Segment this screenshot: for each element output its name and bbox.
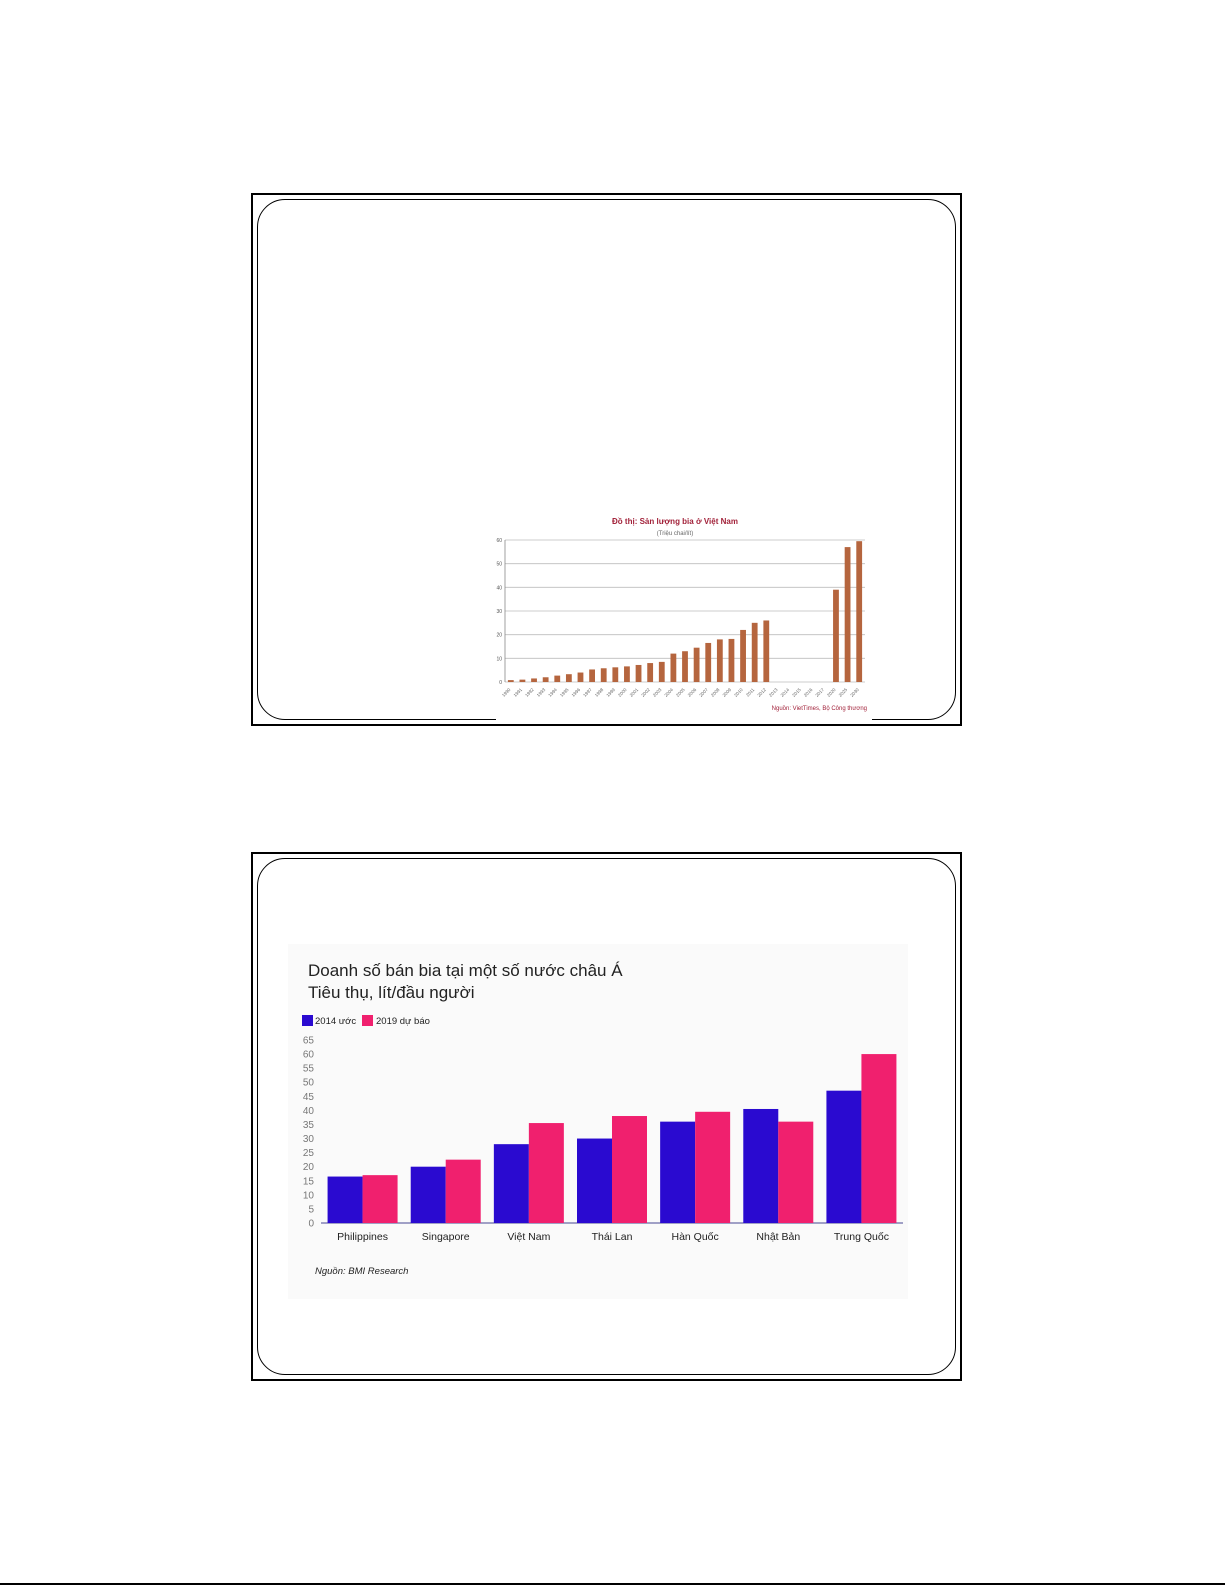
chart-2-bar xyxy=(363,1175,398,1223)
chart-1-y-tick-label: 60 xyxy=(496,538,502,544)
legend-label-2014: 2014 ước xyxy=(315,1016,357,1027)
chart-2-y-tick-label: 30 xyxy=(302,1134,314,1146)
chart-2-bar xyxy=(826,1091,861,1223)
chart-1-title: Đồ thị: Sản lượng bia ở Việt Nam xyxy=(612,517,738,526)
chart-1-bar xyxy=(578,673,584,682)
chart-1-bar xyxy=(520,680,526,682)
chart-1-x-tick-label: 2009 xyxy=(721,687,733,698)
chart-1-y-tick-label: 50 xyxy=(496,561,502,568)
chart-1-x-tick-label: 2011 xyxy=(744,687,756,698)
chart-1-bar xyxy=(531,678,537,682)
chart-1-x-tick-label: 2002 xyxy=(640,687,651,698)
chart-1-y-tick-label: 20 xyxy=(496,632,502,639)
chart-2-bar xyxy=(861,1054,896,1223)
chart-2-y-tick-label: 60 xyxy=(302,1049,314,1061)
chart-2-bar xyxy=(660,1122,695,1223)
chart-1-source: Nguồn: VietTimes, Bộ Công thương xyxy=(771,706,867,712)
chart-1-bar xyxy=(566,674,572,682)
chart-2-source: Nguồn: BMI Research xyxy=(315,1266,409,1277)
chart-1-bar xyxy=(508,680,514,682)
chart-2-y-tick-label: 5 xyxy=(308,1204,314,1216)
chart-1-x-tick-label: 2006 xyxy=(686,687,698,698)
legend-swatch-2019 xyxy=(362,1015,373,1026)
chart-1-bar xyxy=(694,648,700,682)
chart-2-x-tick-label: Singapore xyxy=(421,1231,470,1243)
chart-2-bar xyxy=(577,1139,612,1223)
chart-2-bar xyxy=(446,1160,481,1223)
chart-1-x-tick-label: 2025 xyxy=(837,687,849,698)
chart-1-bar xyxy=(856,541,862,682)
chart-1-bar xyxy=(833,590,839,682)
chart-1-bar xyxy=(717,639,723,682)
chart-1-bar xyxy=(729,639,735,682)
chart-1-bar xyxy=(543,677,549,682)
chart-1-x-tick-label: 1992 xyxy=(524,687,535,698)
chart-2-bar xyxy=(612,1116,647,1223)
chart-1-subtitle: (Triệu chai/lít) xyxy=(656,531,694,537)
chart-1-x-tick-label: 2015 xyxy=(791,687,802,698)
chart-1-x-tick-label: 2007 xyxy=(698,687,709,698)
chart-2-bar xyxy=(778,1122,813,1223)
chart-2-bar xyxy=(695,1112,730,1223)
chart-1-y-tick-label: 0 xyxy=(499,680,502,686)
slide-2 xyxy=(251,852,962,1381)
chart-1-x-tick-label: 1993 xyxy=(535,687,547,698)
chart-1-x-tick-label: 2030 xyxy=(849,687,860,698)
chart-1-x-tick-label: 2016 xyxy=(802,687,814,698)
slide-1 xyxy=(251,193,962,726)
chart-1-x-tick-label: 2013 xyxy=(767,687,779,698)
chart-1-x-tick-label: 1994 xyxy=(547,687,558,698)
chart-1-bar xyxy=(589,669,595,682)
chart-1-y-tick-label: 40 xyxy=(496,585,502,592)
chart-1-bar xyxy=(647,663,653,682)
chart-1-bar xyxy=(554,676,560,682)
legend-label-2019: 2019 dự báo xyxy=(376,1016,430,1027)
chart-1-x-tick-label: 2000 xyxy=(617,687,628,698)
chart-1-x-tick-label: 2017 xyxy=(814,687,826,698)
chart-2-bar xyxy=(529,1123,564,1223)
chart-1-bar xyxy=(636,665,642,682)
chart-1-x-tick-label: 2008 xyxy=(709,687,721,698)
chart-2-y-tick-label: 55 xyxy=(302,1063,314,1075)
chart-2-x-tick-label: Thái Lan xyxy=(591,1231,633,1243)
chart-2-bar xyxy=(411,1167,446,1223)
chart-1-x-tick-label: 2012 xyxy=(756,687,767,698)
chart-2-y-tick-label: 15 xyxy=(302,1176,314,1188)
chart-1-bar xyxy=(659,662,665,682)
chart-1-bar xyxy=(624,666,630,682)
chart-1-bar xyxy=(705,643,711,682)
chart-1-bar xyxy=(763,620,769,682)
chart-1-x-tick-label: 2005 xyxy=(675,687,686,698)
chart-2-bar xyxy=(328,1177,363,1223)
chart-1-x-tick-label: 1996 xyxy=(570,687,582,698)
chart-1-x-tick-label: 2020 xyxy=(826,687,837,698)
chart-1-x-tick-label: 2001 xyxy=(628,687,640,698)
chart-2-y-tick-label: 40 xyxy=(302,1105,314,1117)
chart-1-x-tick-label: 1995 xyxy=(558,687,570,698)
chart-2-x-tick-label: Philippines xyxy=(337,1231,388,1243)
chart-2-y-tick-label: 45 xyxy=(302,1091,314,1103)
chart-2-y-tick-label: 25 xyxy=(302,1148,314,1160)
chart-1-x-tick-label: 1997 xyxy=(582,687,593,698)
legend-swatch-2014 xyxy=(302,1015,313,1026)
chart-1-x-tick-label: 2004 xyxy=(663,687,675,698)
chart-2-y-tick-label: 0 xyxy=(308,1218,314,1230)
chart-1-bar xyxy=(670,654,676,682)
chart-2-y-tick-label: 10 xyxy=(302,1190,314,1202)
chart-2-y-tick-label: 35 xyxy=(302,1119,314,1131)
chart-1-x-tick-label: 1999 xyxy=(605,687,617,698)
chart-2-bar xyxy=(494,1144,529,1223)
chart-1-bar xyxy=(601,668,607,682)
chart-1-y-tick-label: 10 xyxy=(496,656,502,663)
chart-2-bar xyxy=(743,1109,778,1223)
chart-2-y-tick-label: 65 xyxy=(302,1035,314,1047)
chart-1-bar xyxy=(740,630,746,682)
chart-1-bar xyxy=(752,623,758,682)
chart-1-x-tick-label: 1998 xyxy=(593,687,605,698)
chart-1-bar xyxy=(682,651,688,682)
chart-1-x-tick-label: 1990 xyxy=(500,687,512,698)
beer-consumption-chart xyxy=(253,854,960,1379)
beer-production-chart xyxy=(253,195,960,724)
chart-1-x-tick-label: 2014 xyxy=(779,687,791,698)
chart-2-title: Doanh số bán bia tại một số nước châu Á xyxy=(308,961,623,980)
chart-1-bar xyxy=(845,547,851,682)
chart-1-x-tick-label: 2010 xyxy=(733,687,744,698)
chart-1-bar xyxy=(612,667,618,682)
chart-1-x-tick-label: 2003 xyxy=(651,687,663,698)
chart-2-x-tick-label: Hàn Quốc xyxy=(671,1231,719,1243)
chart-2-x-tick-label: Trung Quốc xyxy=(833,1231,889,1243)
chart-2-y-tick-label: 20 xyxy=(302,1162,314,1174)
chart-2-y-tick-label: 50 xyxy=(302,1077,314,1089)
chart-1-x-tick-label: 1991 xyxy=(512,687,524,698)
chart-1-y-tick-label: 30 xyxy=(496,609,502,615)
chart-2-x-tick-label: Nhật Bản xyxy=(756,1231,801,1243)
chart-2-subtitle: Tiêu thụ, lít/đầu người xyxy=(308,983,475,1002)
chart-2-legend xyxy=(302,1015,430,1027)
chart-2-x-tick-label: Việt Nam xyxy=(507,1231,551,1243)
